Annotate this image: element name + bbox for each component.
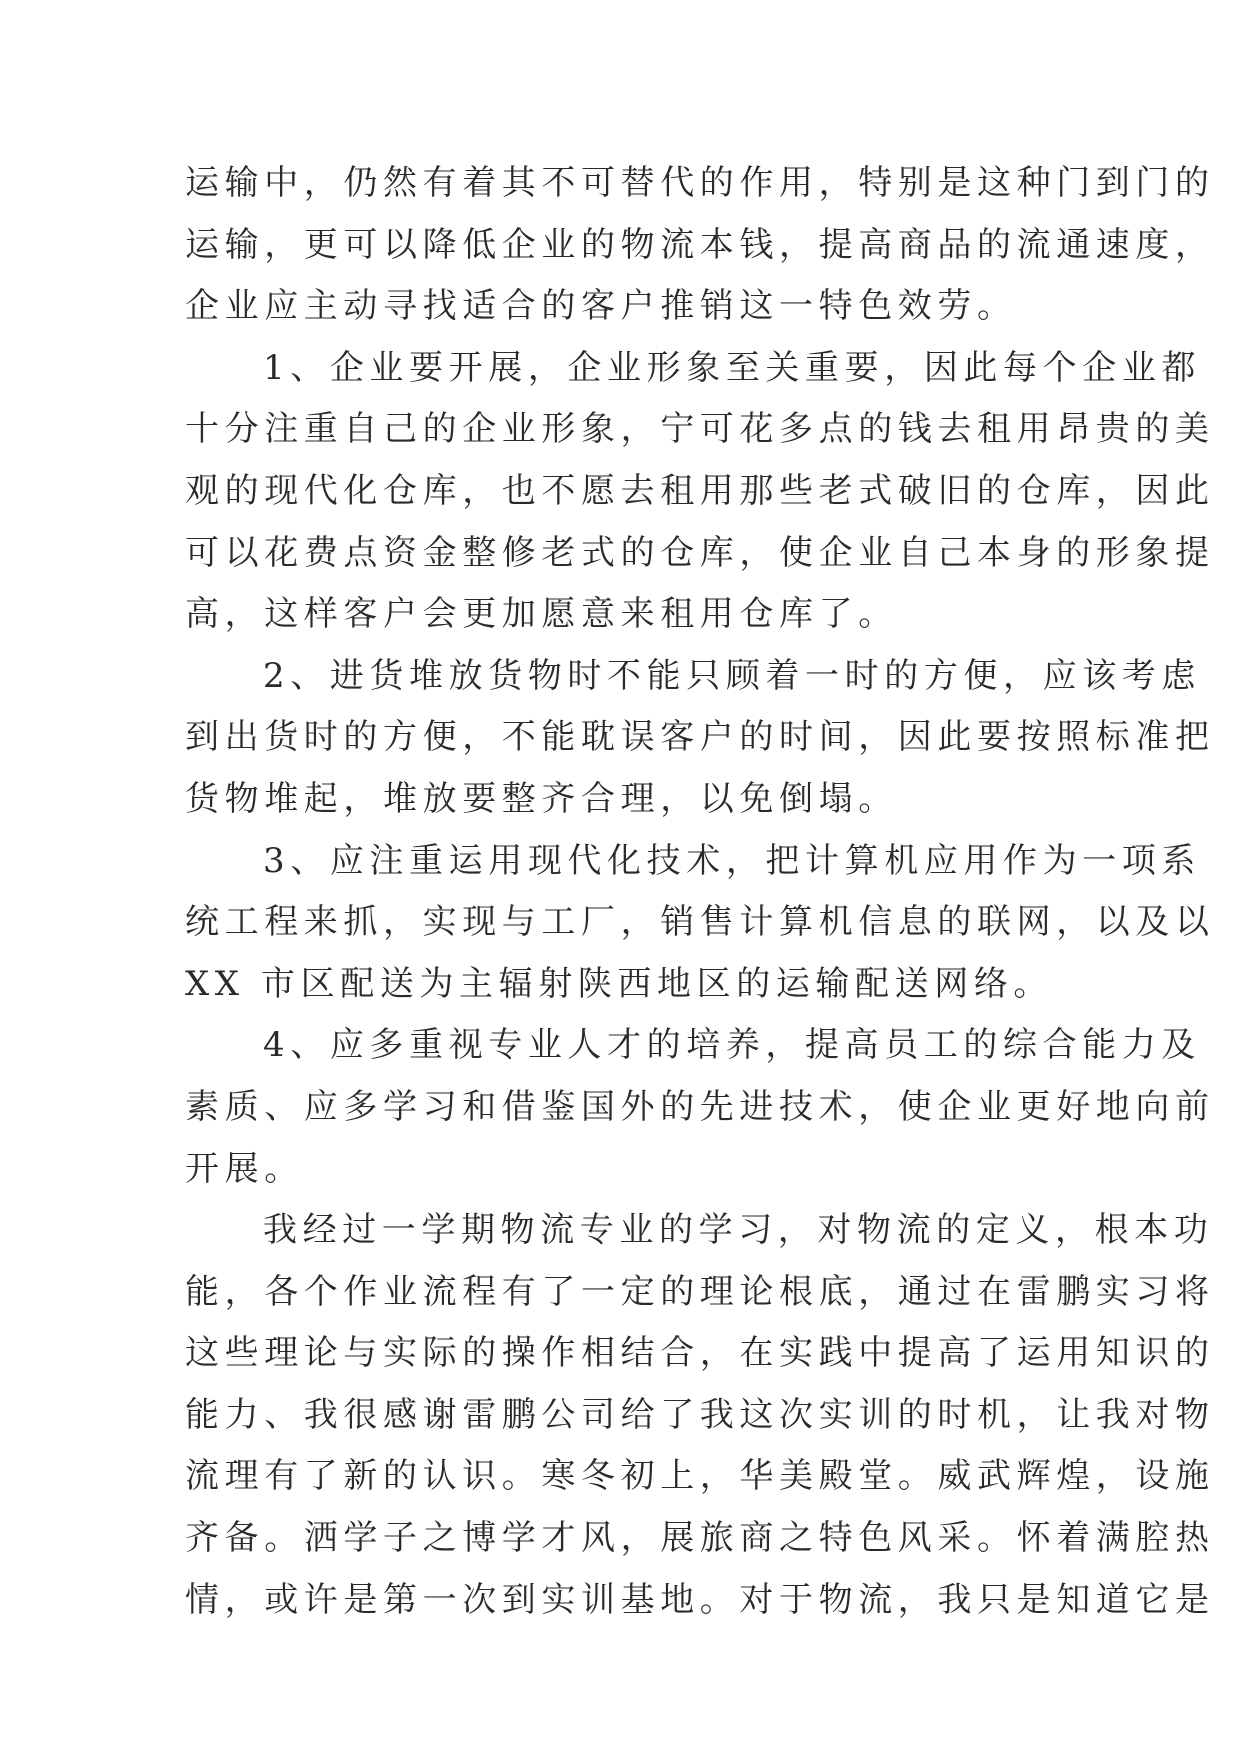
text-line: 货物堆起，堆放要整齐合理，以免倒塌。 — [185, 778, 898, 819]
text-line: 企业应主动寻找适合的客户推销这一特色效劳。 — [185, 286, 1017, 327]
paragraph-start-5: 我经过一学期物流专业的学习，对物流的定义，根本功 — [263, 1210, 1214, 1251]
text-line: 素质、应多学习和借鉴国外的先进技术，使企业更好地向前 — [185, 1086, 1215, 1127]
text-line: 这些理论与实际的操作相结合，在实践中提高了运用知识的 — [185, 1333, 1215, 1374]
text-line: 到出货时的方便，不能耽误客户的时间，因此要按照标准把 — [185, 717, 1215, 758]
text-line: 开展。 — [185, 1148, 304, 1189]
text-line: 情，或许是第一次到实训基地。对于物流，我只是知道它是 — [185, 1579, 1215, 1620]
text-line: 流理有了新的认识。寒冬初上，华美殿堂。威武辉煌，设施 — [185, 1456, 1215, 1497]
paragraph-start-4: 4、应多重视专业人才的培养，提高员工的综合能力及 — [263, 1025, 1202, 1066]
paragraph-start-1: 1、企业要开展，企业形象至关重要，因此每个企业都 — [263, 347, 1202, 388]
paragraph-start-3: 3、应注重运用现代化技术，把计算机应用作为一项系 — [263, 840, 1202, 881]
text-line: 可以花费点资金整修老式的仓库，使企业自己本身的形象提 — [185, 532, 1215, 573]
text-line: 十分注重自己的企业形象，宁可花多点的钱去租用昂贵的美 — [185, 409, 1215, 450]
text-line: 运输，更可以降低企业的物流本钱，提高商品的流通速度， — [185, 224, 1215, 265]
paragraph-start-2: 2、进货堆放货物时不能只顾着一时的方便，应该考虑 — [263, 655, 1202, 696]
text-line: 能力、我很感谢雷鹏公司给了我这次实训的时机，让我对物 — [185, 1394, 1215, 1435]
text-line: 观的现代化仓库，也不愿去租用那些老式破旧的仓库，因此 — [185, 470, 1215, 511]
body-text — [185, 153, 1215, 1631]
text-line: 统工程来抓，实现与工厂，销售计算机信息的联网，以及以 — [185, 902, 1215, 943]
text-line: 能，各个作业流程有了一定的理论根底，通过在雷鹏实习将 — [185, 1271, 1215, 1312]
text-line: 高，这样客户会更加愿意来租用仓库了。 — [185, 594, 898, 635]
text-line: 运输中，仍然有着其不可替代的作用，特别是这种门到门的 — [185, 163, 1215, 203]
text-line: XX 市区配送为主辐射陕西地区的运输配送网络。 — [185, 963, 1054, 1004]
text-line: 齐备。洒学子之博学才风，展旅商之特色风采。怀着满腔热 — [185, 1518, 1215, 1559]
